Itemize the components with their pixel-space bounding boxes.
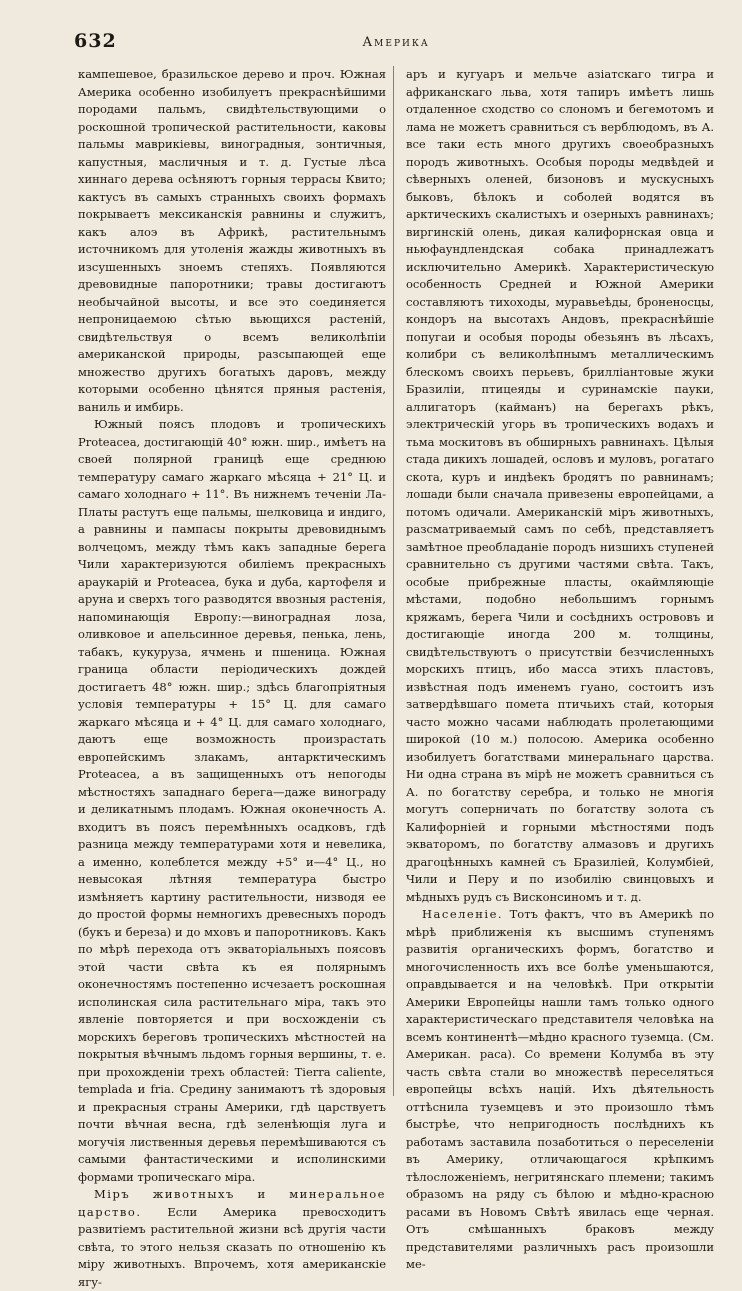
- paragraph-fauna-continued: аръ и кугуаръ и мельче азіатскаго тигра и африканскаго льва, хотя тапиръ имѣетъ лишь отдаленное сходство со слономъ и бегемотомъ и лама не можетъ сравниться съ верблюдомъ, въ А. все таки есть много другихъ своеобразныхъ породъ животныхъ. Особыя породы медвѣдей и сѣверныхъ оленей, бизоновъ и мускусныхъ быковъ, бѣлокъ и соболей водятся въ арктическихъ скалистыхъ и озерныхъ равнинахъ; виргинскій олень, дикая калифорнская овца и ньюфаундлендская собака принадлежатъ исключительно Америкѣ. Характеристическую особенность Средней и Южной Америки составляютъ тихоходы, муравьеѣды, броненосцы, кондоръ на высотахъ Андовъ, прекраснѣйшіе попугаи и особыя породы обезьянъ въ лѣсахъ, колибри съ великолѣпнымъ металлическимъ блескомъ своихъ перьевъ, брилліантовые жуки Бразиліи, птицеяды и суринамскіе пауки, аллигаторъ (кайманъ) на берегахъ рѣкъ, электрическій угорь въ тропическихъ водахъ и тьма москитовъ въ обширныхъ равнинахъ. Цѣлыя стада дикихъ лошадей, ословъ и муловъ, рогатаго скота, куръ и индѣекъ бродятъ по равнинамъ; лошади были сначала привезены европейцами, а потомъ одичали. Американскій міръ животныхъ, разсматриваемый самъ по себѣ, представляетъ замѣтное преобладаніе породъ низшихъ ступеней сравнительно съ другими частями свѣта. Такъ, особые прибрежные пласты, окаймляющіе мѣстами, подобно небольшимъ горнымъ кряжамъ, берега Чили и сосѣднихъ острововъ и достигающіе иногда 200 м. толщины, свидѣтельствуютъ о присутствіи безчисленныхъ морскихъ птицъ, ибо масса этихъ пластовъ, извѣстная подъ именемъ гуано, состоитъ изъ затвердѣвшаго помета птичьихъ стай, которыя часто можно часами наблюдать пролетающими широкой (10 м.) полосою. Америка особенно изобилуетъ богатствами минеральнаго царства. Ни одна страна въ мірѣ не можетъ сравниться съ А. по богатству серебра, и только не многія могутъ соперничать по богатству золота съ Калифорніей и горными мѣстностями подъ экваторомъ, по богатству алмазовъ и другихъ драгоцѣнныхъ камней съ Бразиліей, Колумбіей, Чили и Перу и по изобилію свинцовыхъ и мѣдныхъ рудъ съ Висконсиномъ и т. д.: [406, 67, 714, 904]
- paragraph-population-text: Тотъ фактъ, что въ Америкѣ по мѣрѣ приближенія къ высшимъ ступенямъ развитія органическихъ формъ, богатство и многочисленность ихъ все болѣе уменьшаются, оправдывается и на человѣкѣ. При открытіи Америки Европейцы нашли тамъ только одного характеристическаго представителя человѣка на всемъ континентѣ—мѣдно красного туземца. (См. Американ. раса). Со времени Колумба въ эту часть свѣта стали во множествѣ переселяться европейцы всѣхъ націй. Ихъ дѣятельность оттѣснила туземцевъ и это произошло тѣмъ быстрѣе, что непригодность послѣднихъ къ работамъ заставила позаботиться о переселеніи въ Америку, отличающагося крѣпкимъ тѣлосложеніемъ, негритянскаго племени; такимъ образомъ на ряду съ бѣлою и мѣдно-красною расами въ Новомъ Свѣтѣ явилась еще черная. Отъ смѣшанныхъ браковъ между представителями различныхъ расъ произошли ме-: [406, 907, 714, 1271]
- left-column: [78, 66, 386, 1289]
- column-divider: [393, 66, 394, 1096]
- running-title: Америка: [362, 35, 430, 50]
- paragraph-population: [406, 906, 714, 1274]
- right-column: [406, 66, 714, 1271]
- paragraph-flora-south-america: кампешевое, бразильское дерево и проч. Южная Америка особенно изобилуетъ прекраснѣйшими породами пальмъ, свидѣтельствующими о роскошной тропической растительности, каковы пальмы маврикіевы, виноградныя, зонтичныя, капустныя, масличныя и т. д. Густые лѣса хиннаго дерева осѣняютъ горныя террасы Квито; кактусъ въ самыхъ странныхъ своихъ формахъ покрываетъ мексиканскія равнины и служитъ, какъ алоэ въ Африкѣ, растительнымъ источникомъ для утоленія жажды животныхъ въ изсушенныхъ зноемъ степяхъ. Появляются древовидные папоротники; травы достигаютъ необычайной высоты, и все это соединяется непроницаемою сѣтью вьющихся растеній, свидѣтельствуя о всемъ великолѣпіи американской природы, разсыпающей еще множество другихъ богатыхъ даровъ, между которыми особенно цѣнятся пряныя растенія, ваниль и имбирь.: [78, 67, 386, 414]
- section-heading-fauna: Міръ животныхъ и минеральное царство.: [78, 1187, 386, 1219]
- paragraph-southern-belt: Южный поясъ плодовъ и тропическихъ Proteacea, достигающій 40° южн. шир., имѣетъ на своей полярной границѣ еще среднюю температуру самаго жаркаго мѣсяца + 21° Ц. и самаго холоднаго + 11°. Въ нижнемъ теченіи Ла-Платы растутъ еще пальмы, шелковица и индиго, а равнины и пампасы покрыты древовиднымъ волчецомъ, между тѣмъ какъ западные берега Чили характеризуются обиліемъ прекрасныхъ араукарій и Proteacea, бука и дуба, картофеля и аруна и сверхъ того разводятся ввозныя растенія, напоминающія Европу:—виноградная лоза, оливковое и апельсинное деревья, пенька, лень, табакъ, кукуруза, ячмень и пшеница. Южная граница области періодическихъ дождей достигаетъ 48° южн. шир.; здѣсь благопріятныя условія температуры + 15° Ц. для самаго жаркаго мѣсяца и + 4° Ц. для самаго холоднаго, даютъ еще возможность произрастать европейскимъ злакамъ, антарктическимъ Proteacea, а въ защищенныхъ отъ непогоды мѣстностяхъ западнаго берега—даже винограду и деликатнымъ плодамъ. Южная оконечность А. входитъ въ поясъ перемѣнныхъ осадковъ, гдѣ разница между температурами хотя и невелика, а именно, колеблется между +5° и—4° Ц., но невысокая лѣтняя температура быстро измѣняетъ картину растительности, низводя ее до простой формы немногихъ древесныхъ породъ (букъ и береза) и до мховъ и папоротниковъ. Какъ по мѣрѣ перехода отъ экваторіальныхъ поясовъ этой части свѣта къ ея полярнымъ оконечностямъ постепенно исчезаетъ роскошная исполинская сила растительнаго міра, такъ это явленіе повторяется и при восхожденіи съ морскихъ береговъ тропическихъ мѣстностей на покрытыя вѣчнымъ льдомъ горныя вершины, т. е. при прохожденіи трехъ областей: Tierra caliente, templada и fria. Средину занимаютъ тѣ здоровыя и прекрасныя страны Америки, гдѣ царствуетъ почти вѣчная весна, гдѣ зеленѣющія луга и могучія лиственныя деревья перемѣшиваются съ самыми фантастическими и исполинскими формами тропическаго міра.: [78, 417, 386, 1184]
- page-number: 632: [74, 30, 117, 52]
- paragraph-fauna-text: Если Америка превосходитъ развитіемъ растительной жизни всѣ другія части свѣта, то этого нельзя сказать по отношенію къ міру животныхъ. Впрочемъ, хотя американскіе ягу-: [78, 1204, 386, 1289]
- page-header: [66, 30, 726, 58]
- paragraph-fauna-minerals: [78, 1186, 386, 1291]
- section-heading-population: Населеніе.: [422, 907, 504, 921]
